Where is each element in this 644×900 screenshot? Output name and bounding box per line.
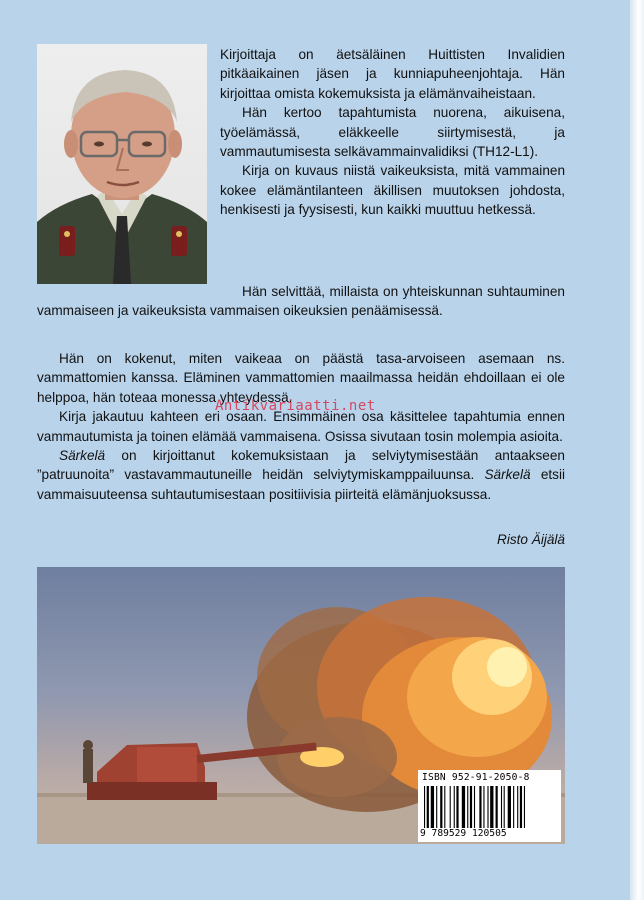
barcode-bar (504, 786, 505, 828)
isbn-label: ISBN 952-91-2050-8 (422, 772, 530, 783)
barcode-bar (479, 786, 481, 828)
blurb-paragraph-7-part-1: on kirjoittanut kokemuksistaan ja selviytymisestään antaakseen ”patruunoita” vastavammautuneille heidän selviytymiskamppailuunsa. (37, 448, 565, 483)
barcode-bar (454, 786, 455, 828)
barcode-bar (501, 786, 502, 828)
barcode-bar (524, 786, 525, 828)
barcode-bar (513, 786, 514, 828)
barcode-bar (474, 786, 475, 828)
barcode-bar (440, 786, 442, 828)
signature: Risto Äijälä (497, 532, 565, 547)
barcode-bar (490, 786, 493, 828)
barcode-bar (424, 786, 425, 828)
barcode-bar (427, 786, 429, 828)
barcode-bar (520, 786, 522, 828)
barcode-bar (508, 786, 511, 828)
blurb-paragraph-1: Kirjoittaja on äetsäläinen Huittisten Invalidien pitkäaikainen jäsen ja kunniapuheenjohtaja. Hän kirjoittaa omista kokemuksista ja elämänvaiheistaan. (220, 47, 565, 101)
blurb-paragraph-6: Kirja jakautuu kahteen eri osaan. Ensimmäinen osa käsittelee tapahtumia ennen vammautumista ja toinen elämää vammaisena. Osissa sivutaan tosin molempia asioita. (37, 409, 565, 444)
barcode-bar (517, 786, 518, 828)
author-name-2: Särkelä (484, 467, 531, 483)
isbn-barcode (418, 770, 561, 842)
barcode-bar (450, 786, 451, 828)
blurb-lower (37, 349, 565, 504)
blurb-paragraph-4: Hän selvittää, millaista on yhteiskunnan suhtauminen vammaiseen ja vaikeuksista vammaisen oikeuksien penäämisessä. (37, 284, 565, 319)
blurb-paragraph-7 (37, 446, 565, 504)
book-edge (630, 0, 644, 900)
barcode-bar (444, 786, 445, 828)
blurb-middle (37, 282, 565, 321)
blurb-paragraph-3: Kirja on kuvaus niistä vaikeuksista, mitä vammainen kokee elämäntilanteen äkillisen muutoksen johdosta, henkisesti ja fyysisesti, kun kaikki muuttuu hetkessä. (220, 163, 565, 218)
barcode-bar (487, 786, 488, 828)
author-portrait (37, 44, 207, 284)
barcode-bar (483, 786, 484, 828)
blurb-paragraph-2: Hän kertoo tapahtumista nuorena, aikuisena, työelämässä, eläkkeelle siirtymisestä, ja vammautumisesta selkävammainvalidiksi (TH12-L1). (220, 105, 565, 160)
author-name-1: Särkelä (59, 448, 106, 464)
barcode-bar (462, 786, 465, 828)
blurb-upper (220, 45, 565, 220)
barcode-bar (496, 786, 498, 828)
barcode-bar (467, 786, 468, 828)
ean-number: 9 789529 120505 (420, 828, 507, 839)
barcode-bar (470, 786, 472, 828)
barcode-bars (424, 786, 556, 828)
barcode-bar (431, 786, 434, 828)
barcode-bar (436, 786, 437, 828)
blurb-paragraph-5: Hän on kokenut, miten vaikeaa on päästä tasa-arvoiseen asemaan ns. vammattomien kanssa. Eläminen vammattomien maailmassa heidän ehdoillaan ei ole helppoa, hän toteaa monessa yhteydessä. (37, 351, 565, 405)
watermark-text: Antikvariaatti.net (215, 398, 376, 414)
blurb-paragraph-7-part-2: etsii vammaisuuteensa suhtautumisestaan positiivisia piirteitä elämänjuoksussa. (37, 467, 565, 502)
barcode-bar (456, 786, 458, 828)
